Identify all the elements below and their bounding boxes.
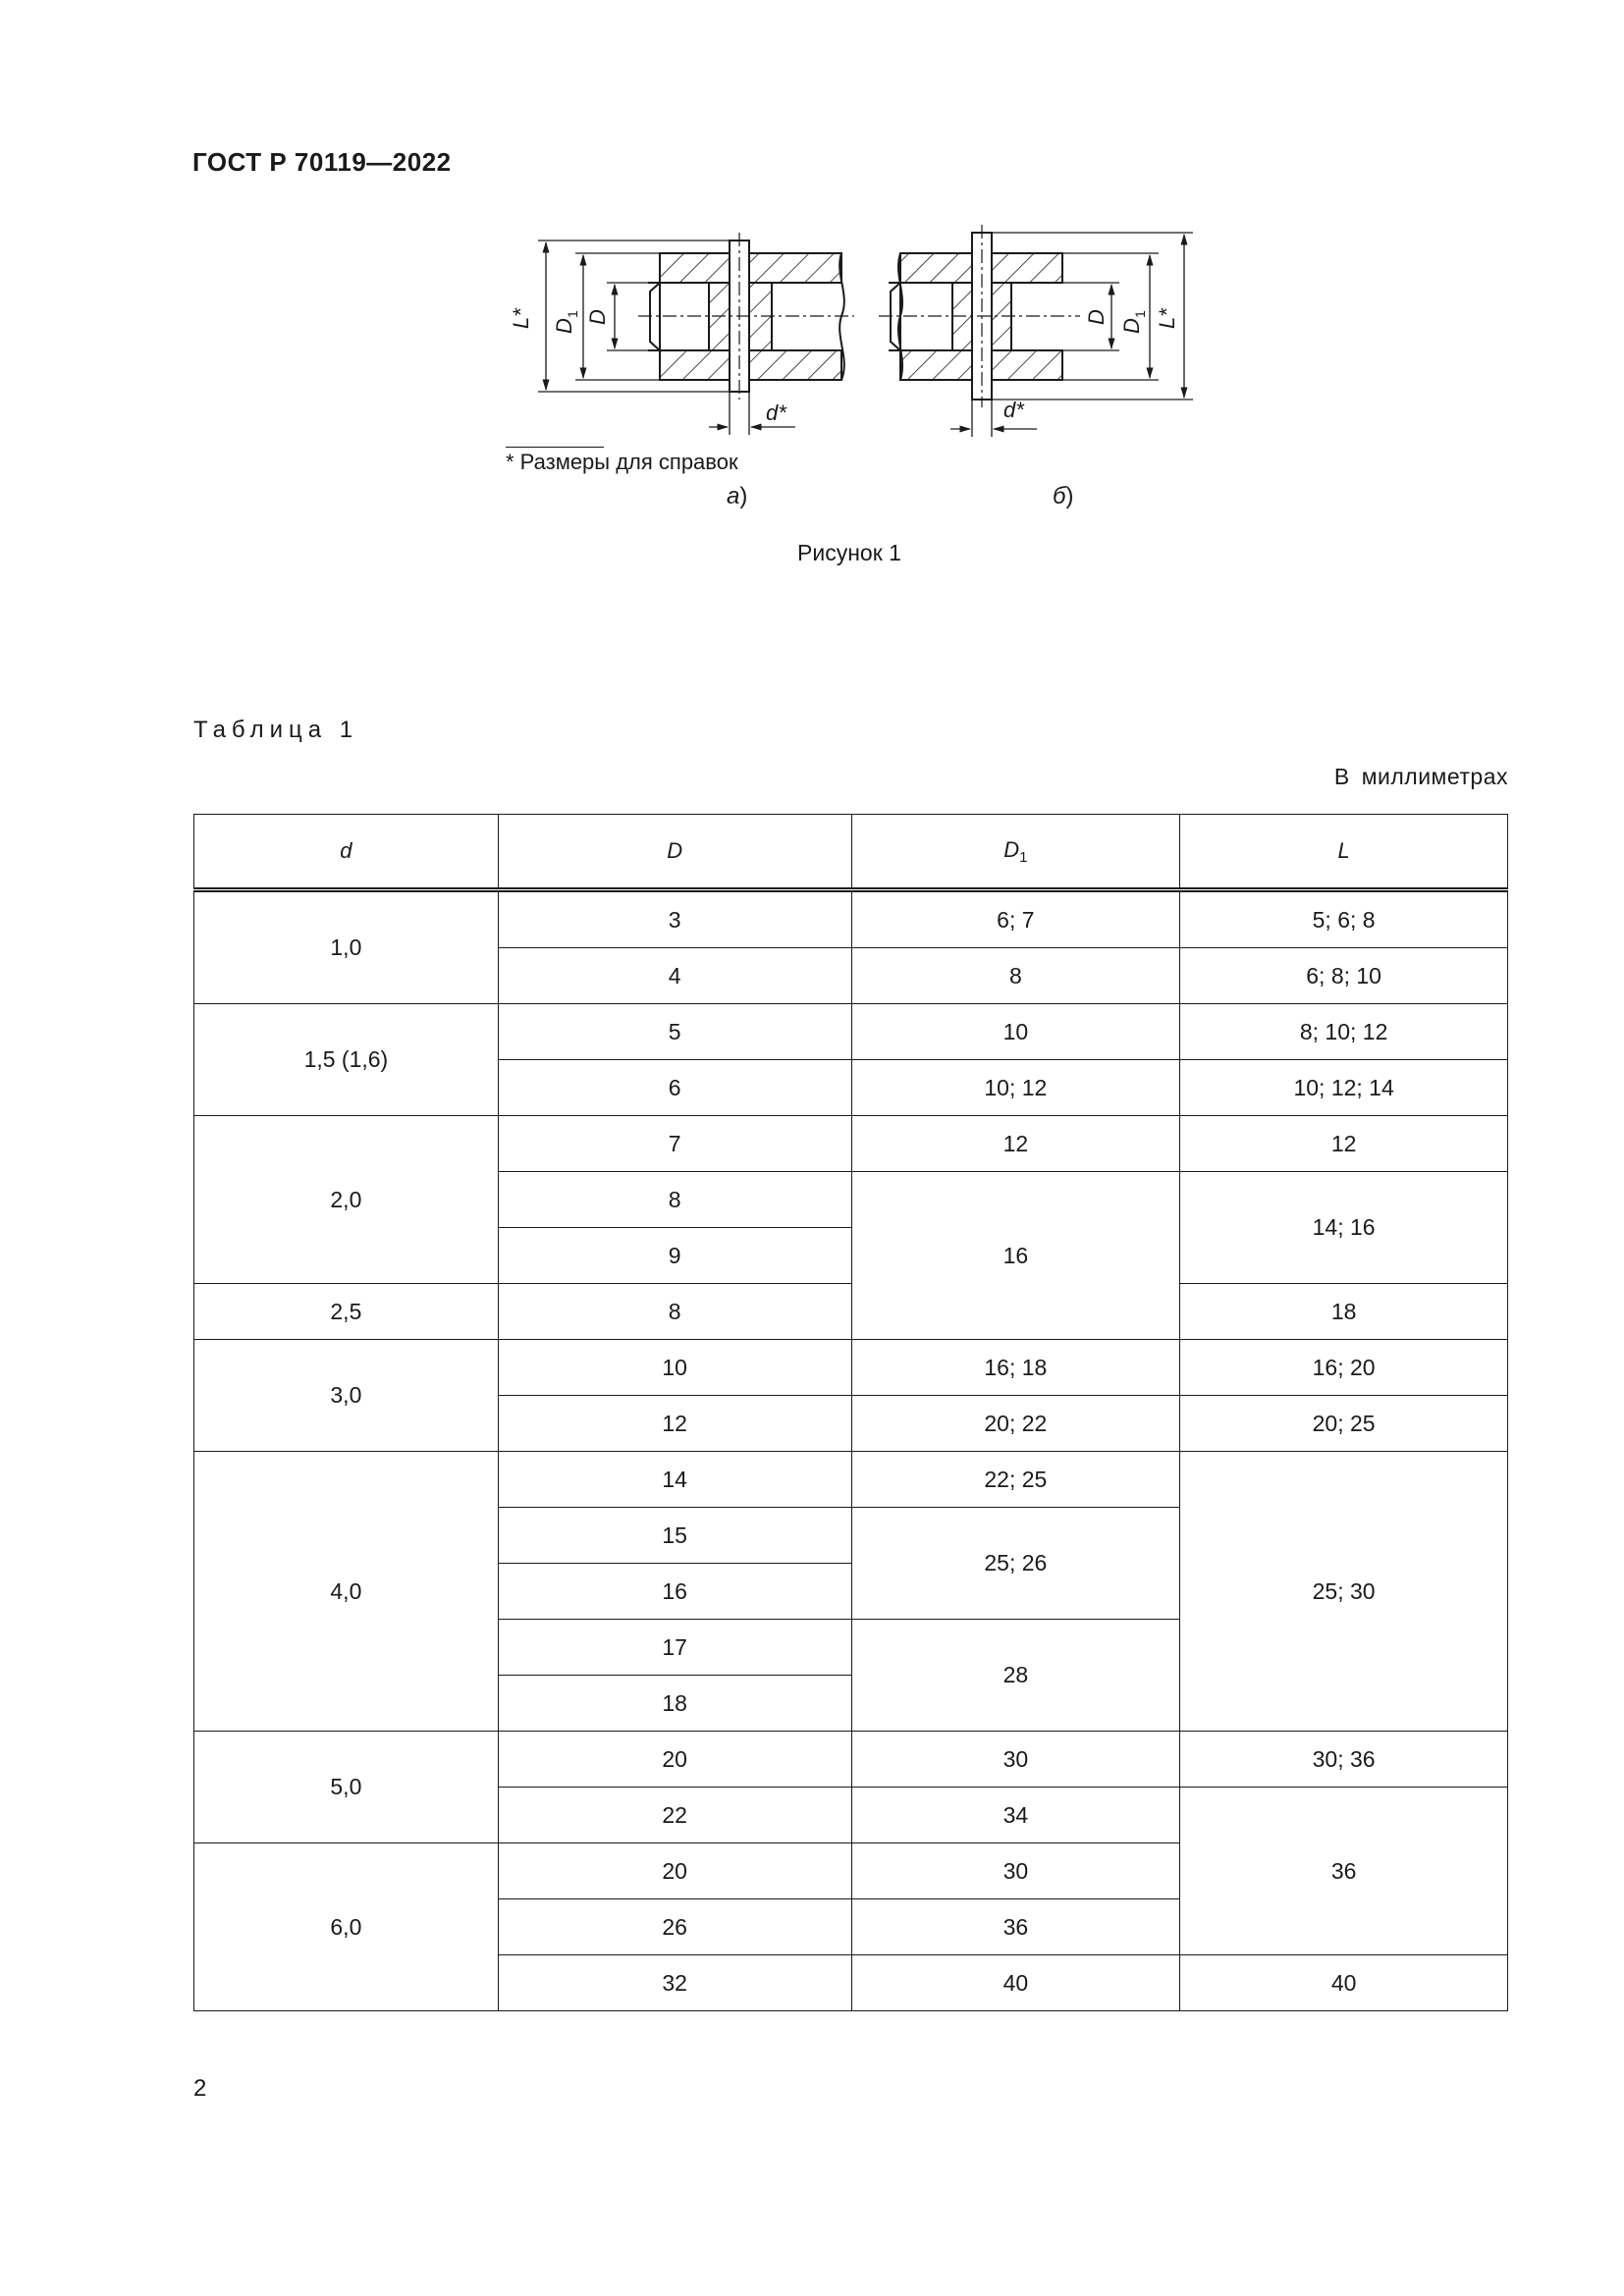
cell-L: 10; 12; 14 (1180, 1060, 1508, 1116)
cell-D1: 30 (851, 1843, 1180, 1899)
header-D1: $D_1$ (851, 815, 1180, 890)
cell-d: 1,0 (194, 890, 499, 1004)
svg-text:D: D (1119, 318, 1144, 334)
cell-D1: 8 (851, 948, 1180, 1004)
table-row (194, 1284, 1508, 1340)
fig-b-label-D1 (1119, 310, 1148, 334)
cell-L: 25; 30 (1180, 1452, 1508, 1732)
dimensions-table (193, 814, 1508, 2011)
figure-a-drawing (538, 233, 854, 435)
cell-D: 7 (498, 1116, 851, 1172)
cell-L: 36 (1180, 1788, 1508, 1955)
cell-D: 32 (498, 1955, 851, 2011)
cell-d: 6,0 (194, 1843, 499, 2011)
cell-L: 6; 8; 10 (1180, 948, 1508, 1004)
cell-D1: 6; 7 (851, 890, 1180, 948)
fig-a-label-D: D (585, 309, 610, 325)
cell-d: 3,0 (194, 1340, 499, 1452)
header-L: L (1180, 815, 1508, 890)
table-units: В миллиметрах (1333, 764, 1508, 789)
cell-L: 16; 20 (1180, 1340, 1508, 1396)
table-row (194, 1452, 1508, 1508)
cell-D: 20 (498, 1843, 851, 1899)
cell-D1: 25; 26 (851, 1508, 1180, 1620)
table-row (194, 890, 1508, 948)
cell-L: 18 (1180, 1284, 1508, 1340)
header-D: D (498, 815, 851, 890)
cell-D: 6 (498, 1060, 851, 1116)
cell-D: 3 (498, 890, 851, 948)
cell-D1: 22; 25 (851, 1452, 1180, 1508)
cell-D1: 20; 22 (851, 1396, 1180, 1452)
fig-a-label-d: d* (766, 400, 786, 425)
cell-L: 12 (1180, 1116, 1508, 1172)
cell-D1: 12 (851, 1116, 1180, 1172)
cell-d: 5,0 (194, 1732, 499, 1843)
table-title: Таблица 1 (193, 717, 359, 743)
figure-b-drawing (879, 225, 1193, 437)
cell-L: 20; 25 (1180, 1396, 1508, 1452)
pin-assembly-drawing (491, 221, 1237, 525)
document-code: ГОСТ Р 70119—2022 (192, 147, 452, 177)
cell-D: 15 (498, 1508, 851, 1564)
table-row (194, 1732, 1508, 1788)
cell-L: 40 (1180, 1955, 1508, 2011)
svg-text:1: 1 (565, 310, 580, 318)
cell-D: 22 (498, 1788, 851, 1843)
cell-D: 17 (498, 1620, 851, 1676)
cell-D1: 10; 12 (851, 1060, 1180, 1116)
cell-D: 8 (498, 1172, 851, 1228)
cell-D1: 36 (851, 1899, 1180, 1955)
cell-d: 1,5 (1,6) (194, 1004, 499, 1116)
cell-D1: 40 (851, 1955, 1180, 2011)
cell-D1: 16 (851, 1172, 1180, 1340)
figure-footnote: * Размеры для справок (506, 450, 738, 474)
figure-caption: Рисунок 1 (797, 540, 901, 565)
page-number: 2 (193, 2075, 207, 2102)
header-d: d (194, 815, 499, 890)
fig-b-label-D: D (1084, 309, 1109, 325)
cell-D: 26 (498, 1899, 851, 1955)
cell-D: 12 (498, 1396, 851, 1452)
cell-D: 16 (498, 1564, 851, 1620)
cell-D: 5 (498, 1004, 851, 1060)
subfigure-label-b: б) (1053, 483, 1074, 509)
table-row (194, 1004, 1508, 1060)
cell-D1: 28 (851, 1620, 1180, 1732)
cell-D1: 16; 18 (851, 1340, 1180, 1396)
cell-D: 20 (498, 1732, 851, 1788)
cell-D: 4 (498, 948, 851, 1004)
cell-d: 2,5 (194, 1284, 499, 1340)
cell-D1: 30 (851, 1732, 1180, 1788)
cell-D: 14 (498, 1452, 851, 1508)
cell-L: 30; 36 (1180, 1732, 1508, 1788)
fig-b-label-L: L* (1155, 308, 1179, 329)
figure-1 (491, 221, 1237, 525)
svg-text:D: D (552, 318, 576, 334)
cell-D: 18 (498, 1676, 851, 1732)
fig-a-label-D1 (552, 310, 580, 334)
table-row (194, 1340, 1508, 1396)
cell-L: 14; 16 (1180, 1172, 1508, 1284)
cell-d: 4,0 (194, 1452, 499, 1732)
cell-D1: 10 (851, 1004, 1180, 1060)
cell-d: 2,0 (194, 1116, 499, 1284)
fig-a-label-L: L* (509, 308, 533, 329)
cell-D1: 34 (851, 1788, 1180, 1843)
svg-text:1: 1 (1132, 310, 1148, 318)
table-row (194, 1116, 1508, 1172)
cell-L: 5; 6; 8 (1180, 890, 1508, 948)
fig-b-label-d: d* (1003, 398, 1024, 422)
cell-D: 9 (498, 1228, 851, 1284)
table-header-row (194, 815, 1508, 890)
cell-D: 10 (498, 1340, 851, 1396)
cell-L: 8; 10; 12 (1180, 1004, 1508, 1060)
cell-D: 8 (498, 1284, 851, 1340)
subfigure-label-a: а) (727, 483, 748, 509)
footnote-rule (506, 447, 604, 448)
